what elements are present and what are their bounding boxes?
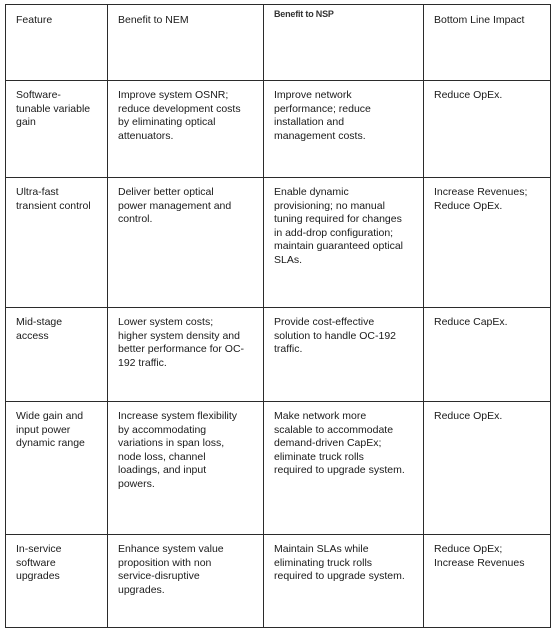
feature-cell: In-service software upgrades (6, 535, 108, 628)
nsp-benefit-cell: Maintain SLAs while eliminating truck rolls required to upgrade system. (264, 535, 424, 628)
impact-cell: Reduce OpEx; Increase Revenues (424, 535, 551, 628)
table-row (6, 81, 551, 178)
benefits-table (5, 4, 551, 628)
feature-cell: Software-tunable variable gain (6, 81, 108, 178)
feature-cell: Ultra-fast transient control (6, 178, 108, 308)
header-bottom-line-impact: Bottom Line Impact (424, 5, 551, 81)
nem-benefit-cell: Lower system costs; higher system density and better performance for OC-192 traffic. (108, 308, 264, 402)
header-benefit-nsp: Benefit to NSP (264, 5, 424, 81)
nsp-benefit-cell: Make network more scalable to accommodate demand-driven CapEx; eliminate truck rolls required to upgrade system. (264, 402, 424, 535)
impact-cell: Reduce OpEx. (424, 81, 551, 178)
table-row (6, 308, 551, 402)
nem-benefit-cell: Enhance system value proposition with non service-disruptive upgrades. (108, 535, 264, 628)
table-header-row (6, 5, 551, 81)
nsp-benefit-cell: Provide cost-effective solution to handle OC-192 traffic. (264, 308, 424, 402)
feature-cell: Wide gain and input power dynamic range (6, 402, 108, 535)
nem-benefit-cell: Improve system OSNR; reduce development costs by eliminating optical attenuators. (108, 81, 264, 178)
nsp-benefit-cell: Enable dynamic provisioning; no manual tuning required for changes in add-drop configuration; maintain guaranteed optical SLAs. (264, 178, 424, 308)
header-feature: Feature (6, 5, 108, 81)
impact-cell: Reduce OpEx. (424, 402, 551, 535)
table-row (6, 178, 551, 308)
table-row (6, 535, 551, 628)
nem-benefit-cell: Increase system flexibility by accommodating variations in span loss, node loss, channel loadings, and input powers. (108, 402, 264, 535)
nem-benefit-cell: Deliver better optical power management and control. (108, 178, 264, 308)
header-benefit-nem: Benefit to NEM (108, 5, 264, 81)
impact-cell: Reduce CapEx. (424, 308, 551, 402)
table-row (6, 402, 551, 535)
impact-cell: Increase Revenues; Reduce OpEx. (424, 178, 551, 308)
nsp-benefit-cell: Improve network performance; reduce installation and management costs. (264, 81, 424, 178)
feature-cell: Mid-stage access (6, 308, 108, 402)
benefits-document (5, 4, 550, 637)
